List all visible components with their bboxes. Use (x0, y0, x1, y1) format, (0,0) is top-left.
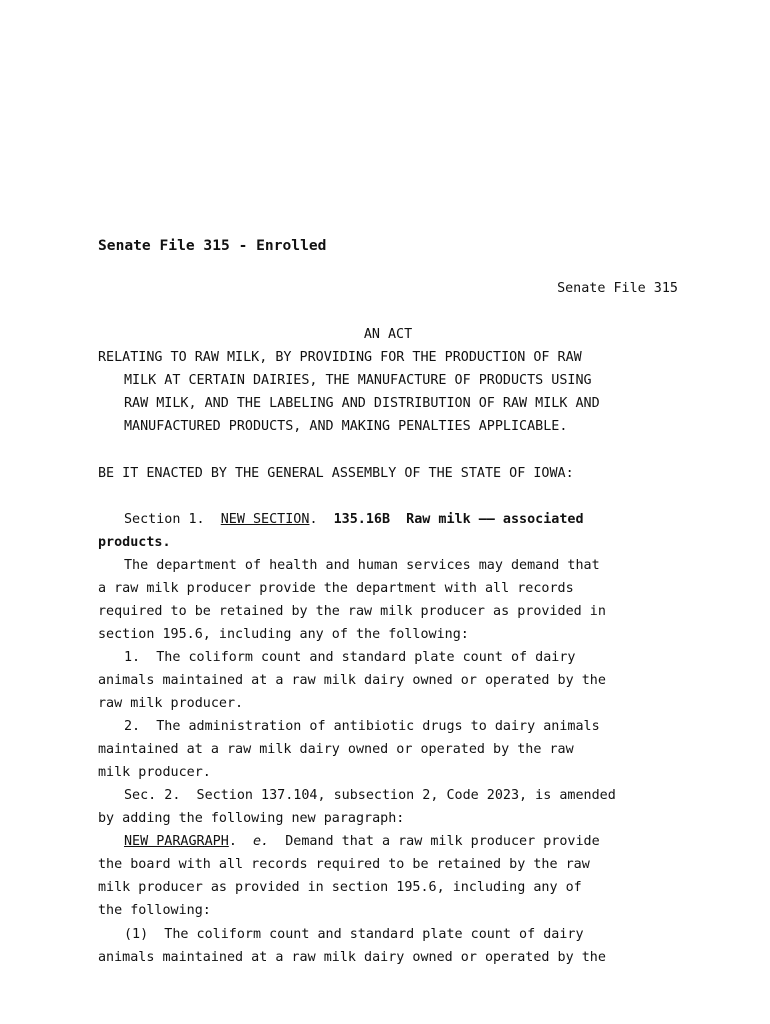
section-2-line-1: Sec. 2. Section 137.104, subsection 2, Code 2023, is amended (124, 788, 616, 803)
item-1-line-2: animals maintained at a raw milk dairy owned or operated by the (98, 673, 606, 688)
item-2-line-1: 2. The administration of antibiotic drugs to dairy animals (124, 719, 600, 734)
document-title: Senate File 315 - Enrolled (98, 237, 327, 254)
enacting-clause: BE IT ENACTED BY THE GENERAL ASSEMBLY OF THE STATE OF IOWA: (98, 466, 574, 481)
new-section-label: NEW SECTION (220, 512, 310, 527)
act-caption-line-4: MANUFACTURED PRODUCTS, AND MAKING PENALTIES APPLICABLE. (124, 419, 568, 434)
paragraph-first-text: Demand that a raw milk producer provide (269, 834, 600, 849)
new-paragraph-line-4: the following: (98, 903, 211, 918)
act-caption-line-3: RAW MILK, AND THE LABELING AND DISTRIBUTION OF RAW MILK AND (124, 396, 600, 411)
section-1-catchword: 135.16B Raw milk —— associated (333, 512, 584, 527)
new-paragraph-line-2: the board with all records required to be retained by the raw (98, 857, 590, 872)
section-1-period: . (309, 512, 318, 527)
new-paragraph-line (124, 830, 600, 853)
new-paragraph-line-3: milk producer as provided in section 195.6, including any of (98, 880, 582, 895)
new-paragraph-sep: . (228, 834, 253, 849)
paragraph-letter: e. (253, 834, 270, 849)
subparagraph-1-line-1: (1) The coliform count and standard plate count of dairy (124, 927, 584, 942)
new-paragraph-label: NEW PARAGRAPH (124, 834, 229, 849)
section-1-catchword-cont: products. (98, 535, 171, 550)
item-2-line-2: maintained at a raw milk dairy owned or operated by the raw (98, 742, 574, 757)
act-caption-line-2: MILK AT CERTAIN DAIRIES, THE MANUFACTURE OF PRODUCTS USING (124, 373, 592, 388)
item-2-line-3: milk producer. (98, 765, 211, 780)
file-number: Senate File 315 (557, 281, 678, 296)
item-1-line-1: 1. The coliform count and standard plate count of dairy (124, 650, 576, 665)
section-1-body-line-1: The department of health and human services may demand that (124, 558, 600, 573)
section-1-body-line-4: section 195.6, including any of the following: (98, 627, 469, 642)
subparagraph-1-line-2: animals maintained at a raw milk dairy owned or operated by the (98, 950, 606, 965)
section-1-heading (124, 508, 584, 531)
act-caption-line-1: RELATING TO RAW MILK, BY PROVIDING FOR THE PRODUCTION OF RAW (98, 350, 582, 365)
item-1-line-3: raw milk producer. (98, 696, 244, 711)
section-1-body-line-3: required to be retained by the raw milk producer as provided in (98, 604, 606, 619)
section-2-line-2: by adding the following new paragraph: (98, 811, 405, 826)
act-heading: AN ACT (363, 327, 413, 342)
section-1-prefix: Section 1. (124, 512, 205, 527)
section-1-body-line-2: a raw milk producer provide the department with all records (98, 581, 574, 596)
